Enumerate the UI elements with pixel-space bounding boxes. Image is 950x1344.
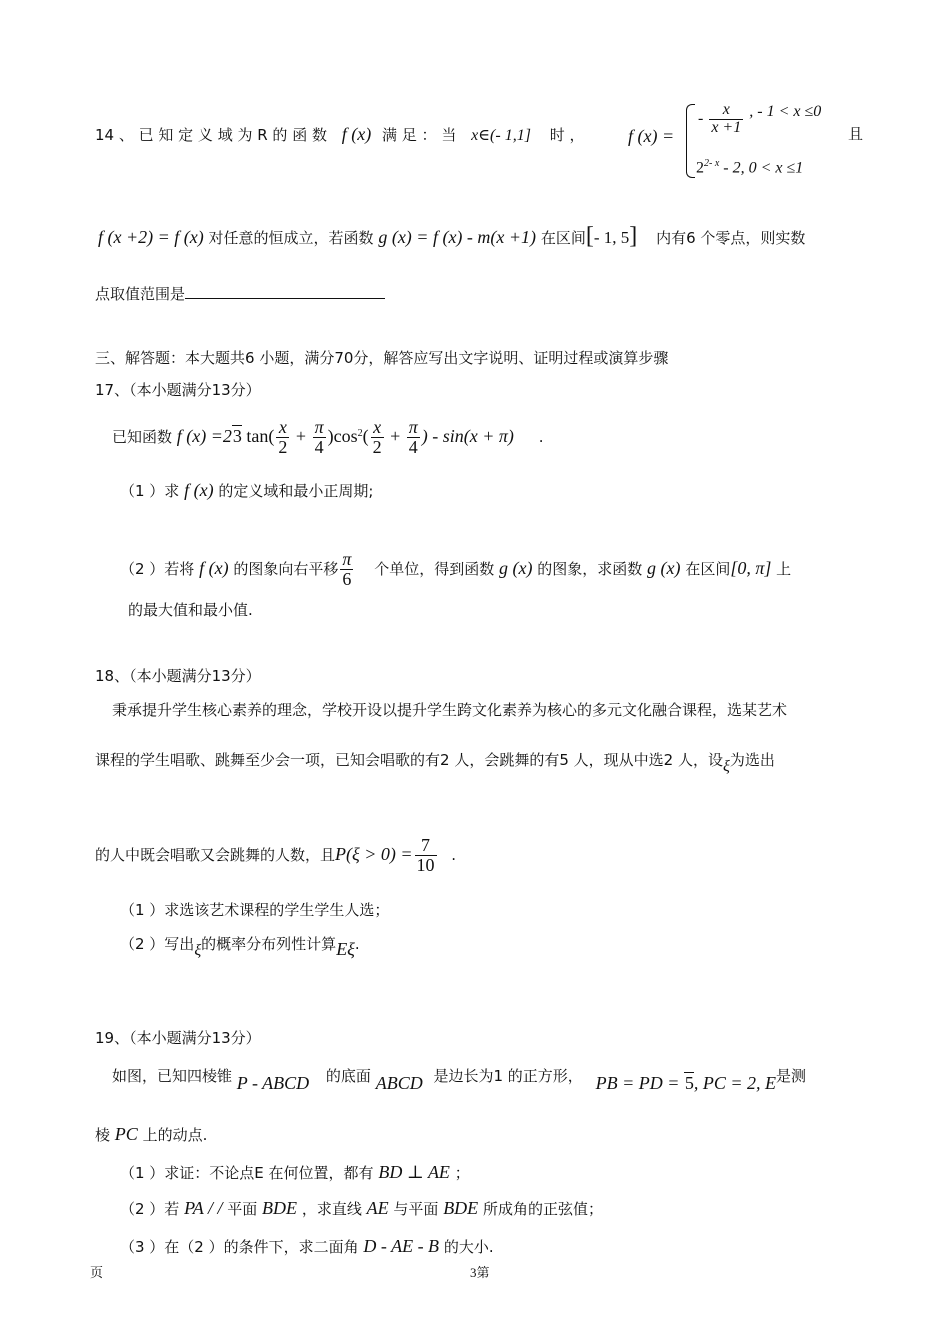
q17-part2-line2: 的最大值和最小值. — [128, 601, 253, 619]
q14-brace — [686, 104, 695, 178]
q14-fx2: f (x) = — [628, 126, 675, 146]
q19-part1: （1 ）求证：不论点E 在何位置，都有 BD ⊥ AE ； — [120, 1162, 470, 1182]
section3-title: 三、解答题：本大题共6 小题，满分70分，解答应写出文字说明、证明过程或演算步骤 — [95, 349, 669, 367]
q19-part3: （3 ）在（2 ）的条件下，求二面角 D - AE - B 的大小. — [120, 1236, 494, 1256]
q19-part2: （2 ）若 PA / / 平面 BDE ，求直线 AE 与平面 BDE 所成角的正弦值； — [120, 1198, 603, 1218]
q14-label: 14 、 已 知 定 义 域 为 R 的 函 数 — [95, 126, 327, 144]
q14-line1 — [95, 124, 585, 146]
q17-head: 17、（本小题满分13分） — [95, 381, 261, 399]
q14-qie: 且 — [848, 125, 864, 143]
q17-part1: （1 ）求 f (x) 的定义域和最小正周期; — [120, 480, 374, 500]
q18-part2: （2 ）写出ξ的概率分布列性计算Eξ. — [120, 935, 360, 959]
q19-head: 19、（本小题满分13分） — [95, 1029, 261, 1047]
page-number: 3第 — [470, 1265, 490, 1280]
q14-manzu: 满 足 ： 当 — [382, 126, 457, 144]
q18-line1: 秉承提升学生核心素养的理念，学校开设以提升学生跨文化素养为核心的多元文化融合课程，选某艺术 — [112, 701, 788, 719]
footer-left: 页 — [90, 1265, 104, 1280]
q17-part2: （2 ）若将 f (x) 的图象向右平移 $\frac{\pi}{6}$ 个单位，得到函数 g (x) 的图象，求函数 g (x) 在区间[0, π] 上 — [120, 549, 792, 589]
answer-blank[interactable] — [185, 282, 385, 299]
q18-line3: 的人中既会唱歌又会跳舞的人数，且P(ξ > 0) = $\frac{7}{10}$ . — [95, 835, 457, 875]
q14-line3: 点取值范围是 — [95, 282, 385, 304]
q14-case2: 2$^{2- x}$ - 2, 0 < x ≤1 — [696, 158, 804, 177]
q18-head: 18、（本小题满分13分） — [95, 667, 261, 685]
q17-formula-line: 已知函数 f (x) =23 tan( $\frac{x}{2}$ + $\frac{\pi}{4}$ )$\cos^2$( $\frac{x}{2}$ + $\frac{\pi}{4}$ ) - sin(x + π) . — [112, 417, 544, 457]
q18-part1: （1 ）求选该艺术课程的学生学生人选； — [120, 901, 390, 919]
q14-domain: x∈(- 1,1] — [471, 127, 531, 144]
q19-line1: 如图，已知四棱锥 P - ABCD 的底面 ABCD 是边长为1 的正方形， PB = PD = 5, PC = 2, E是测 — [112, 1067, 807, 1093]
q14-fx: f (x) — [341, 124, 372, 144]
q14-case1: - $\frac{x}{x +1}$ , - 1 < x ≤0 — [698, 101, 822, 136]
q14-line2: f (x +2) = f (x) 对任意的恒成立，若函数 g (x) = f (x) - m(x +1) 在区间[- 1, 5] 内有6 个零点，则实数 — [98, 223, 806, 249]
q19-line2: 棱 PC 上的动点. — [95, 1124, 208, 1144]
q18-line2: 课程的学生唱歌、跳舞至少会一项，已知会唱歌的有2 人，会跳舞的有5 人，现从中选2 人，设ξ为选出 — [95, 751, 775, 775]
q14-shi: 时 ， — [549, 126, 585, 144]
